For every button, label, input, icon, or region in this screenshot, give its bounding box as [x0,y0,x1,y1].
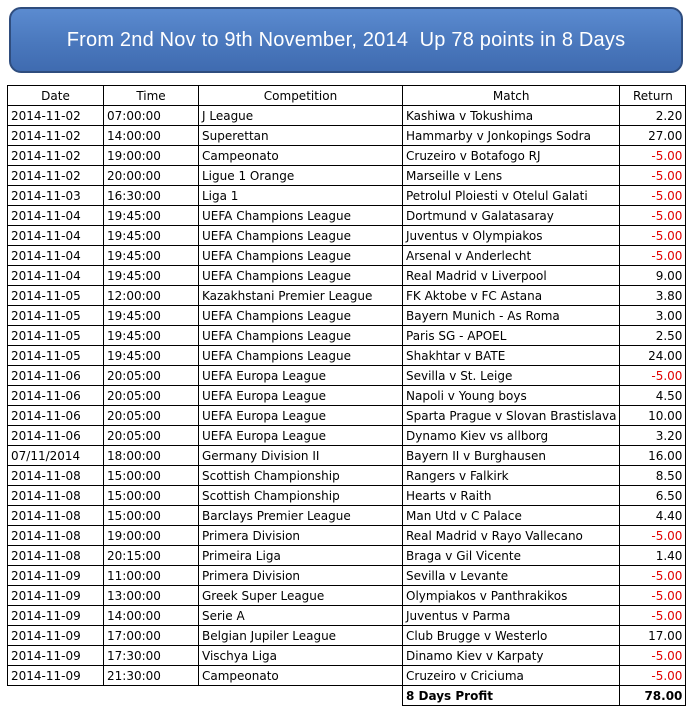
cell-time: 14:00:00 [104,126,199,146]
cell-time: 11:00:00 [104,566,199,586]
cell-competition: UEFA Champions League [199,266,403,286]
cell-match: Napoli v Young boys [403,386,620,406]
cell-return: -5.00 [620,246,686,266]
cell-return: -5.00 [620,146,686,166]
cell-return: -5.00 [620,226,686,246]
cell-return: 6.50 [620,486,686,506]
cell-match: Kashiwa v Tokushima [403,106,620,126]
cell-match: Club Brugge v Westerlo [403,626,620,646]
cell-return: -5.00 [620,526,686,546]
header-competition: Competition [199,86,403,106]
cell-match: Petrolul Ploiesti v Otelul Galati [403,186,620,206]
table-row [8,226,686,246]
cell-time: 19:45:00 [104,266,199,286]
cell-competition: Vischya Liga [199,646,403,666]
cell-match: Braga v Gil Vicente [403,546,620,566]
cell-competition: Scottish Championship [199,466,403,486]
table-row [8,346,686,366]
cell-date: 2014-11-08 [8,506,104,526]
cell-competition: Barclays Premier League [199,506,403,526]
cell-date: 2014-11-02 [8,146,104,166]
cell-match: Rangers v Falkirk [403,466,620,486]
cell-competition: Belgian Jupiler League [199,626,403,646]
table-row [8,566,686,586]
table-row [8,206,686,226]
cell-return: -5.00 [620,646,686,666]
total-row [8,686,686,706]
cell-return: 3.80 [620,286,686,306]
table-row [8,166,686,186]
cell-time: 13:00:00 [104,586,199,606]
cell-date: 2014-11-04 [8,266,104,286]
cell-competition: Serie A [199,606,403,626]
cell-time: 15:00:00 [104,466,199,486]
header-return: Return [620,86,686,106]
total-spacer [104,686,199,706]
header-time: Time [104,86,199,106]
cell-time: 18:00:00 [104,446,199,466]
cell-competition: UEFA Europa League [199,386,403,406]
cell-time: 20:05:00 [104,366,199,386]
table-row [8,586,686,606]
cell-time: 19:00:00 [104,526,199,546]
cell-date: 2014-11-08 [8,546,104,566]
cell-time: 12:00:00 [104,286,199,306]
cell-match: Sparta Prague v Slovan Brastislava [403,406,620,426]
cell-return: 3.20 [620,426,686,446]
table-row [8,366,686,386]
cell-competition: J League [199,106,403,126]
table-row [8,426,686,446]
cell-return: 16.00 [620,446,686,466]
cell-return: 3.00 [620,306,686,326]
table-row [8,146,686,166]
cell-competition: UEFA Europa League [199,426,403,446]
cell-date: 2014-11-02 [8,166,104,186]
cell-time: 17:00:00 [104,626,199,646]
table-row [8,526,686,546]
cell-time: 20:05:00 [104,426,199,446]
cell-date: 2014-11-06 [8,386,104,406]
cell-match: Shakhtar v BATE [403,346,620,366]
cell-return: -5.00 [620,366,686,386]
cell-match: Dinamo Kiev v Karpaty [403,646,620,666]
cell-date: 2014-11-05 [8,306,104,326]
cell-competition: Scottish Championship [199,486,403,506]
cell-date: 2014-11-04 [8,206,104,226]
cell-competition: UEFA Europa League [199,406,403,426]
cell-match: Cruzeiro v Criciuma [403,666,620,686]
cell-competition: UEFA Champions League [199,326,403,346]
table-row [8,466,686,486]
cell-return: 4.50 [620,386,686,406]
cell-match: Real Madrid v Rayo Vallecano [403,526,620,546]
cell-competition: Primera Division [199,566,403,586]
cell-match: Arsenal v Anderlecht [403,246,620,266]
title-text: From 2nd Nov to 9th November, 2014 Up 78 points in 8 Days [66,28,626,51]
cell-return: -5.00 [620,666,686,686]
cell-competition: Germany Division II [199,446,403,466]
table-row [8,446,686,466]
table-row [8,546,686,566]
table-body [8,106,686,686]
cell-match: Paris SG - APOEL [403,326,620,346]
table-row [8,106,686,126]
cell-return: 9.00 [620,266,686,286]
cell-date: 2014-11-05 [8,326,104,346]
cell-return: -5.00 [620,186,686,206]
total-spacer [8,686,104,706]
cell-match: Hammarby v Jonkopings Sodra [403,126,620,146]
cell-competition: UEFA Champions League [199,206,403,226]
cell-date: 2014-11-02 [8,106,104,126]
cell-date: 2014-11-06 [8,426,104,446]
title-banner [9,7,683,73]
total-spacer [199,686,403,706]
table-row [8,486,686,506]
cell-match: Sevilla v St. Leige [403,366,620,386]
cell-return: 2.50 [620,326,686,346]
cell-return: -5.00 [620,566,686,586]
cell-competition: Campeonato [199,666,403,686]
cell-time: 20:05:00 [104,386,199,406]
total-value: 78.00 [620,686,686,706]
cell-competition: UEFA Europa League [199,366,403,386]
cell-date: 2014-11-09 [8,586,104,606]
table-row [8,126,686,146]
cell-competition: Primeira Liga [199,546,403,566]
cell-return: 24.00 [620,346,686,366]
cell-match: Juventus v Parma [403,606,620,626]
cell-match: Hearts v Raith [403,486,620,506]
cell-time: 20:05:00 [104,406,199,426]
table-row [8,406,686,426]
table-row [8,326,686,346]
cell-time: 15:00:00 [104,486,199,506]
cell-date: 2014-11-04 [8,226,104,246]
cell-competition: UEFA Champions League [199,346,403,366]
cell-time: 19:45:00 [104,246,199,266]
cell-time: 07:00:00 [104,106,199,126]
cell-match: Dynamo Kiev vs allborg [403,426,620,446]
cell-match: Dortmund v Galatasaray [403,206,620,226]
table-row [8,606,686,626]
cell-date: 2014-11-09 [8,566,104,586]
cell-time: 19:00:00 [104,146,199,166]
cell-return: 8.50 [620,466,686,486]
header-date: Date [8,86,104,106]
cell-return: 1.40 [620,546,686,566]
cell-date: 2014-11-05 [8,346,104,366]
cell-date: 2014-11-06 [8,366,104,386]
table-row [8,626,686,646]
total-label: 8 Days Profit [403,686,620,706]
table-row [8,666,686,686]
cell-competition: UEFA Champions League [199,226,403,246]
table-row [8,286,686,306]
table-row [8,386,686,406]
header-row [8,86,686,106]
table-row [8,186,686,206]
cell-date: 2014-11-09 [8,646,104,666]
cell-return: 17.00 [620,626,686,646]
cell-return: -5.00 [620,166,686,186]
cell-date: 2014-11-03 [8,186,104,206]
cell-match: FK Aktobe v FC Astana [403,286,620,306]
cell-match: Olympiakos v Panthrakikos [403,586,620,606]
table-row [8,246,686,266]
cell-return: -5.00 [620,606,686,626]
cell-date: 2014-11-05 [8,286,104,306]
cell-time: 14:00:00 [104,606,199,626]
cell-return: -5.00 [620,586,686,606]
cell-match: Man Utd v C Palace [403,506,620,526]
cell-time: 19:45:00 [104,206,199,226]
table-row [8,646,686,666]
results-table [7,85,686,706]
cell-competition: UEFA Champions League [199,246,403,266]
cell-match: Cruzeiro v Botafogo RJ [403,146,620,166]
cell-competition: Liga 1 [199,186,403,206]
cell-match: Sevilla v Levante [403,566,620,586]
cell-date: 07/11/2014 [8,446,104,466]
cell-return: 10.00 [620,406,686,426]
cell-return: -5.00 [620,206,686,226]
cell-time: 17:30:00 [104,646,199,666]
table-row [8,266,686,286]
cell-match: Juventus v Olympiakos [403,226,620,246]
cell-match: Real Madrid v Liverpool [403,266,620,286]
cell-date: 2014-11-08 [8,466,104,486]
cell-competition: Superettan [199,126,403,146]
cell-time: 19:45:00 [104,346,199,366]
header-match: Match [403,86,620,106]
cell-time: 16:30:00 [104,186,199,206]
cell-competition: Ligue 1 Orange [199,166,403,186]
cell-time: 20:00:00 [104,166,199,186]
cell-date: 2014-11-09 [8,666,104,686]
cell-date: 2014-11-04 [8,246,104,266]
cell-return: 4.40 [620,506,686,526]
cell-time: 20:15:00 [104,546,199,566]
cell-competition: Greek Super League [199,586,403,606]
cell-time: 15:00:00 [104,506,199,526]
cell-competition: Primera Division [199,526,403,546]
cell-date: 2014-11-08 [8,526,104,546]
cell-time: 19:45:00 [104,226,199,246]
table-row [8,306,686,326]
cell-match: Bayern II v Burghausen [403,446,620,466]
table-row [8,506,686,526]
cell-competition: Kazakhstani Premier League [199,286,403,306]
cell-date: 2014-11-08 [8,486,104,506]
cell-match: Marseille v Lens [403,166,620,186]
cell-match: Bayern Munich - As Roma [403,306,620,326]
cell-date: 2014-11-09 [8,606,104,626]
cell-time: 19:45:00 [104,326,199,346]
cell-competition: Campeonato [199,146,403,166]
cell-return: 2.20 [620,106,686,126]
cell-time: 21:30:00 [104,666,199,686]
cell-time: 19:45:00 [104,306,199,326]
cell-date: 2014-11-02 [8,126,104,146]
cell-return: 27.00 [620,126,686,146]
cell-date: 2014-11-06 [8,406,104,426]
cell-competition: UEFA Champions League [199,306,403,326]
cell-date: 2014-11-09 [8,626,104,646]
